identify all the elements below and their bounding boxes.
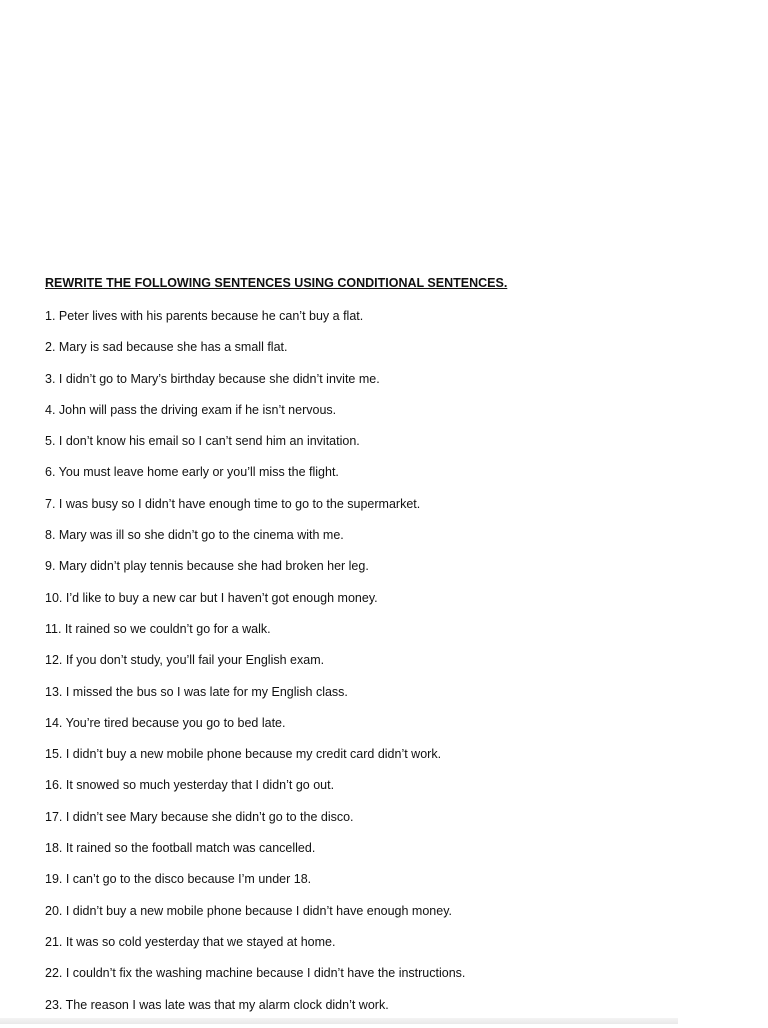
sentence-item: 14. You’re tired because you go to bed late. <box>45 715 286 730</box>
sentence-item: 6. You must leave home early or you’ll miss the flight. <box>45 465 339 480</box>
sentence-item: 16. It snowed so much yesterday that I didn’t go out. <box>45 778 335 793</box>
sentence-item: 8. Mary was ill so she didn’t go to the cinema with me. <box>45 528 344 543</box>
sentence-item: 10. I’d like to buy a new car but I haven’t got enough money. <box>45 590 378 605</box>
page-bottom-edge <box>0 1018 678 1024</box>
sentence-item: 4. John will pass the driving exam if he isn’t nervous. <box>45 402 337 417</box>
sentence-item: 3. I didn’t go to Mary’s birthday because she didn’t invite me. <box>45 371 380 386</box>
sentence-item: 12. If you don’t study, you’ll fail your English exam. <box>45 653 325 668</box>
worksheet-heading: REWRITE THE FOLLOWING SENTENCES USING CONDITIONAL SENTENCES. <box>45 276 508 290</box>
sentence-item: 17. I didn’t see Mary because she didn’t go to the disco. <box>45 809 354 824</box>
sentence-item: 22. I couldn’t fix the washing machine because I didn’t have the instructions. <box>45 966 466 981</box>
sentence-item: 11. It rained so we couldn’t go for a walk. <box>45 621 271 636</box>
sentence-item: 23. The reason I was late was that my alarm clock didn’t work. <box>45 997 389 1012</box>
sentence-item: 1. Peter lives with his parents because he can’t buy a flat. <box>45 309 364 323</box>
sentence-item: 9. Mary didn’t play tennis because she had broken her leg. <box>45 559 369 574</box>
sentence-item: 7. I was busy so I didn’t have enough time to go to the supermarket. <box>45 496 421 511</box>
sentence-item: 21. It was so cold yesterday that we stayed at home. <box>45 934 336 949</box>
sentence-item: 20. I didn’t buy a new mobile phone because I didn’t have enough money. <box>45 903 452 918</box>
sentence-item: 15. I didn’t buy a new mobile phone because my credit card didn’t work. <box>45 747 442 762</box>
sentence-item: 2. Mary is sad because she has a small flat. <box>45 340 288 355</box>
sentence-list <box>45 308 465 1028</box>
sentence-item: 19. I can’t go to the disco because I’m under 18. <box>45 872 312 887</box>
sentence-item: 18. It rained so the football match was cancelled. <box>45 841 316 856</box>
sentence-item: 5. I don’t know his email so I can’t send him an invitation. <box>45 434 360 449</box>
sentence-item: 13. I missed the bus so I was late for my English class. <box>45 684 348 699</box>
